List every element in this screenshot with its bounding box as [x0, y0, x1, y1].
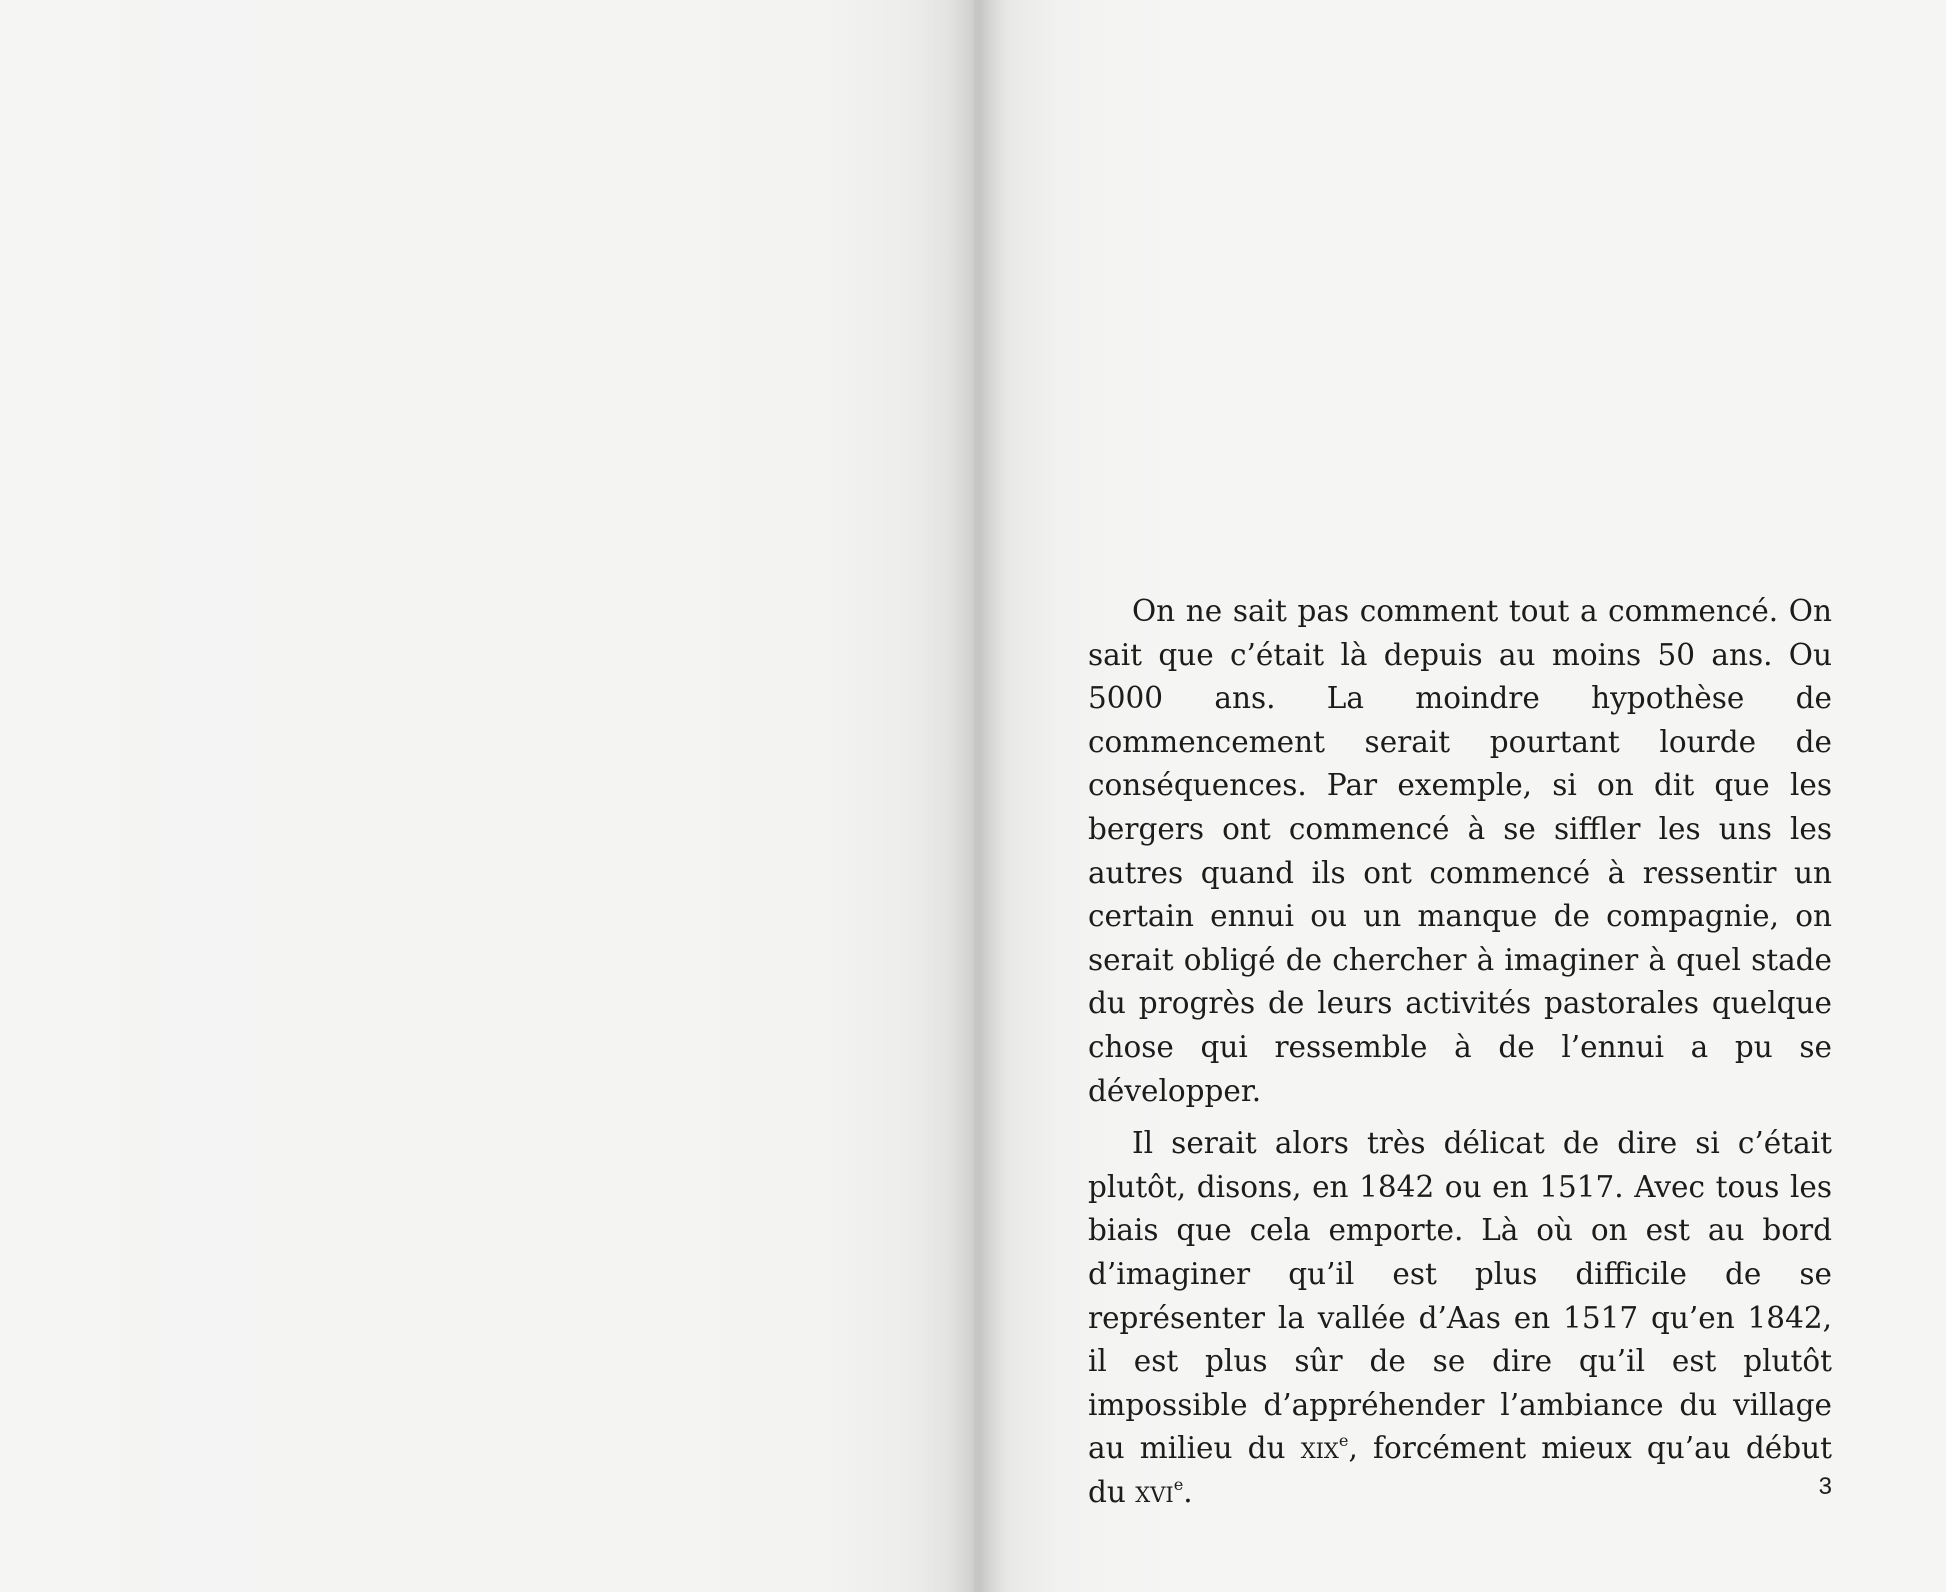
book-gutter — [950, 0, 1010, 1592]
paragraph-2 — [1088, 1122, 1832, 1514]
century-numeral-16: xvi — [1135, 1474, 1174, 1509]
century-numeral-19: xix — [1300, 1431, 1339, 1466]
paragraph-2-text-a: Il serait alors très délicat de dire si c’était plutôt, disons, en 1842 ou en 1517. Avec tous les biais que cela emporte. Là où on est au bord d’imaginer qu’il est plus difficile de se représenter la vallée d’Aas en 1517 qu’en 1842, il est plus sûr de se dire qu’il est plutôt impossible d’appréhender l’ambiance du village au milieu du — [1088, 1126, 1832, 1466]
century-suffix-16: e — [1173, 1474, 1184, 1494]
body-text — [1088, 590, 1832, 1523]
century-suffix-19: e — [1338, 1431, 1349, 1451]
paragraph-2-text-c: . — [1183, 1474, 1193, 1509]
page-number: 3 — [1818, 1473, 1832, 1500]
paragraph-2-text-b: , forcément mieux qu’au début du — [1088, 1431, 1832, 1509]
paragraph-1: On ne sait pas comment tout a commencé. On sait que c’était là depuis au moins 50 ans. Ou 5000 ans. La moindre hypothèse de commencement serait pourtant lourde de conséquences. Par exemple, si on dit que les bergers ont commencé à se siffler les uns les autres quand ils ont commencé à ressentir un certain ennui ou un manque de compagnie, on serait obligé de chercher à imaginer à quel stade du progrès de leurs activités pastorales quelque chose qui ressemble à de l’ennui a pu se développer. — [1088, 594, 1832, 1108]
